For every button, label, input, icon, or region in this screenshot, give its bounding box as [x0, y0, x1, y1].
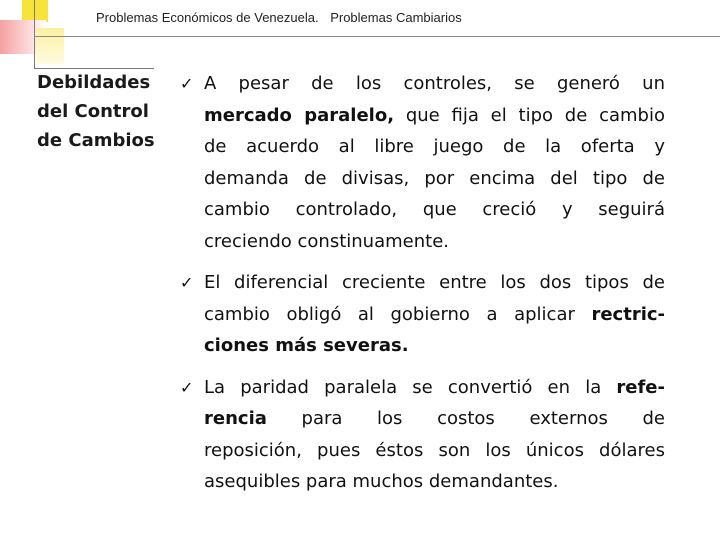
decor-header-line: [34, 36, 720, 37]
check-icon: ✓: [180, 377, 194, 397]
bullet-line: La paridad paralela se convertió en la refe-: [204, 376, 665, 398]
bullet-line: cambio obligó al gobierno a aplicar rectric-: [204, 303, 665, 325]
bullet-line: creciendo constinuamente.: [204, 230, 449, 252]
decor-yellow-gradient: [36, 28, 64, 64]
decor-vertical-line: [34, 0, 35, 68]
bullet-line: mercado paralelo, que fija el tipo de cambio: [204, 104, 665, 126]
bullet-line: rencia para los costos externos de: [204, 408, 665, 429]
section-heading-line: del Control: [37, 101, 149, 122]
bullet-item: [180, 267, 665, 362]
bold-phrase: rencia: [204, 408, 267, 429]
bullet-line: El diferencial creciente entre los dos tipos de: [204, 272, 665, 293]
bullet-item: [180, 68, 665, 257]
bullet-line: A pesar de los controles, se generó un: [204, 73, 665, 94]
bold-phrase: mercado paralelo,: [204, 104, 395, 126]
bold-phrase: ciones más severas.: [204, 335, 409, 356]
bold-phrase: refe-: [616, 376, 665, 398]
bullet-line: demanda de divisas, por encima del tipo de: [204, 167, 665, 189]
check-icon: ✓: [180, 74, 194, 93]
decor-yellow-square: [22, 0, 48, 22]
header-title: Problemas Económicos de Venezuela.: [96, 10, 319, 25]
bold-phrase: rectric-: [591, 303, 665, 325]
bullet-line: de acuerdo al libre juego de la oferta y: [204, 136, 665, 157]
section-heading-line: de Cambios: [37, 130, 155, 151]
bullet-line: asequibles para muchos demandantes.: [204, 471, 559, 492]
header-subtitle: Problemas Cambiarios: [330, 10, 462, 25]
check-icon: ✓: [180, 273, 194, 292]
bullet-item: [180, 372, 665, 498]
bullet-line: [204, 330, 665, 362]
slide-header: [96, 10, 462, 25]
bullet-list: [180, 68, 665, 508]
bullet-line: reposición, pues éstos son los únicos dólares: [204, 439, 665, 461]
bullet-line: cambio controlado, que creció y seguirá: [204, 199, 665, 220]
section-heading: [37, 68, 177, 155]
section-heading-line: Debildades: [37, 72, 151, 93]
